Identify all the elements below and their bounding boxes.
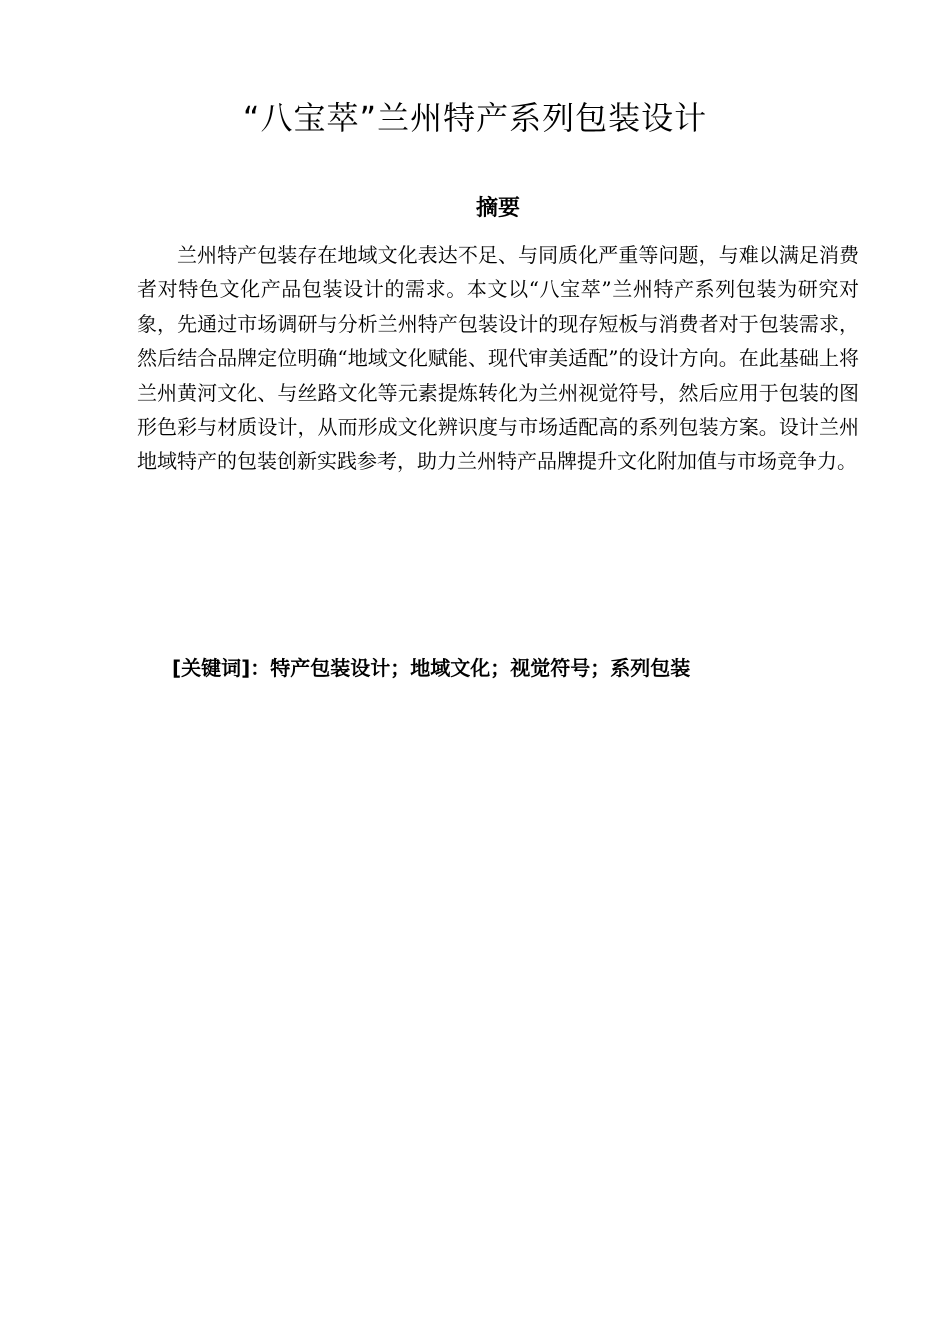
abstract-heading: 摘要 — [475, 196, 520, 221]
abstract-paragraph: 兰州特产包装存在地域文化表达不足、与同质化严重等问题，与难以满足消费者对特色文化产品包装设计的需求。本文以“八宝萃”兰州特产系列包装为研究对象，先通过市场调研与分析兰州特产包装设计的现存短板与消费者对于包装需求，然后结合品牌定位明确“地域文化赋能、现代审美适配”的设计方向。在此基础上将兰州黄河文化、与丝路文化等元素提炼转化为兰州视觉符号，然后应用于包装的图形色彩与材质设计，从而形成文化辨识度与市场适配高的系列包装方案。设计兰州地域特产的包装创新实践参考，助力兰州特产品牌提升文化附加值与市场竞争力。 — [137, 243, 859, 474]
page-title: “八宝萃”兰州特产系列包装设计 — [242, 99, 708, 137]
keywords-line: [关键词]：特产包装设计；地域文化；视觉符号；系列包装 — [172, 656, 691, 680]
